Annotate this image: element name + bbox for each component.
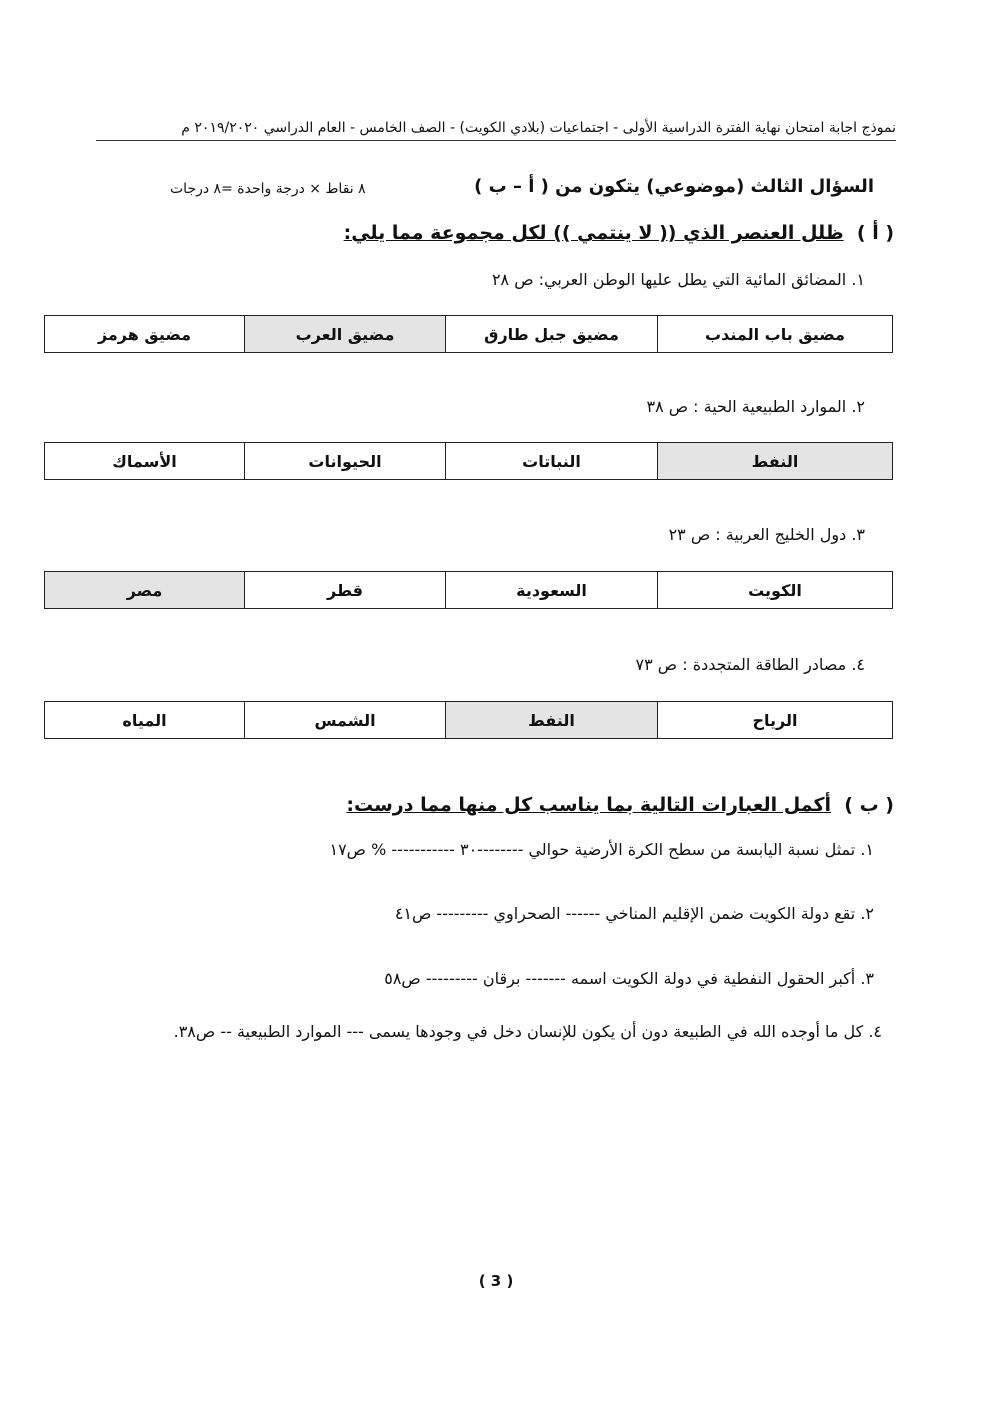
question-title: السؤال الثالث (موضوعي) يتكون من ( أ – ب ): [474, 176, 874, 197]
option-cell-selected[interactable]: النفط: [446, 702, 658, 739]
section-b-heading: [346, 794, 894, 816]
option-cell[interactable]: المياه: [45, 702, 245, 739]
option-cell[interactable]: الكويت: [658, 572, 893, 609]
option-cell[interactable]: الأسماك: [45, 443, 245, 480]
section-a-marker: ( أ ): [856, 222, 894, 244]
option-cell[interactable]: النباتات: [446, 443, 658, 480]
page-header: نموذج اجابة امتحان نهاية الفترة الدراسية الأولى - اجتماعيات (بلادي الكويت) - الصف الخامس - العام الدراسي ٢٠١٩/٢٠٢٠ م: [96, 120, 896, 141]
option-cell-selected[interactable]: مضيق العرب: [245, 316, 446, 353]
page-number: ( 3 ): [478, 1272, 514, 1290]
item-2-options: [44, 442, 893, 480]
item-4-label: ٤. مصادر الطاقة المتجددة : ص ٧٣: [635, 655, 865, 674]
section-b-marker: ( ب ): [844, 794, 894, 816]
question-marks: ٨ نقاط × درجة واحدة =٨ درجات: [170, 181, 366, 197]
item-3-options: [44, 571, 893, 609]
item-1-options: [44, 315, 893, 353]
option-cell[interactable]: الرياح: [658, 702, 893, 739]
item-4-options: [44, 701, 893, 739]
item-1-label: ١. المضائق المائية التي يطل عليها الوطن العربي: ص ٢٨: [491, 270, 865, 289]
option-cell[interactable]: مضيق باب المندب: [658, 316, 893, 353]
option-cell[interactable]: السعودية: [446, 572, 658, 609]
section-a-heading: [344, 222, 894, 244]
section-a-instruction: ظلل العنصر الذي (( لا ينتمي )) لكل مجموعة مما يلي:: [343, 222, 844, 244]
item-3-label: ٣. دول الخليج العربية : ص ٢٣: [668, 525, 865, 544]
option-cell-selected[interactable]: النفط: [658, 443, 893, 480]
option-cell[interactable]: مضيق جبل طارق: [446, 316, 658, 353]
option-cell-selected[interactable]: مصر: [45, 572, 245, 609]
option-cell[interactable]: الشمس: [245, 702, 446, 739]
item-2-label: ٢. الموارد الطبيعية الحية : ص ٣٨: [646, 397, 865, 416]
option-cell[interactable]: مضيق هرمز: [45, 316, 245, 353]
option-cell[interactable]: قطر: [245, 572, 446, 609]
complete-item-1: ١. تمثل نسبة اليابسة من سطح الكرة الأرضية حوالي --------٣٠ ----------- % ص١٧: [329, 840, 874, 859]
complete-item-2: ٢. تقع دولة الكويت ضمن الإقليم المناخي ------ الصحراوي --------- ص٤١: [394, 904, 874, 923]
complete-item-4: ٤. كل ما أوجده الله في الطبيعة دون أن يكون للإنسان دخل في وجودها يسمى --- الموارد الطبيعية -- ص٣٨.: [173, 1022, 882, 1041]
section-b-instruction: أكمل العبارات التالية بما يناسب كل منها مما درست:: [346, 794, 832, 816]
option-cell[interactable]: الحيوانات: [245, 443, 446, 480]
complete-item-3: ٣. أكبر الحقول النفطية في دولة الكويت اسمه ------- برقان --------- ص٥٨: [384, 969, 874, 988]
